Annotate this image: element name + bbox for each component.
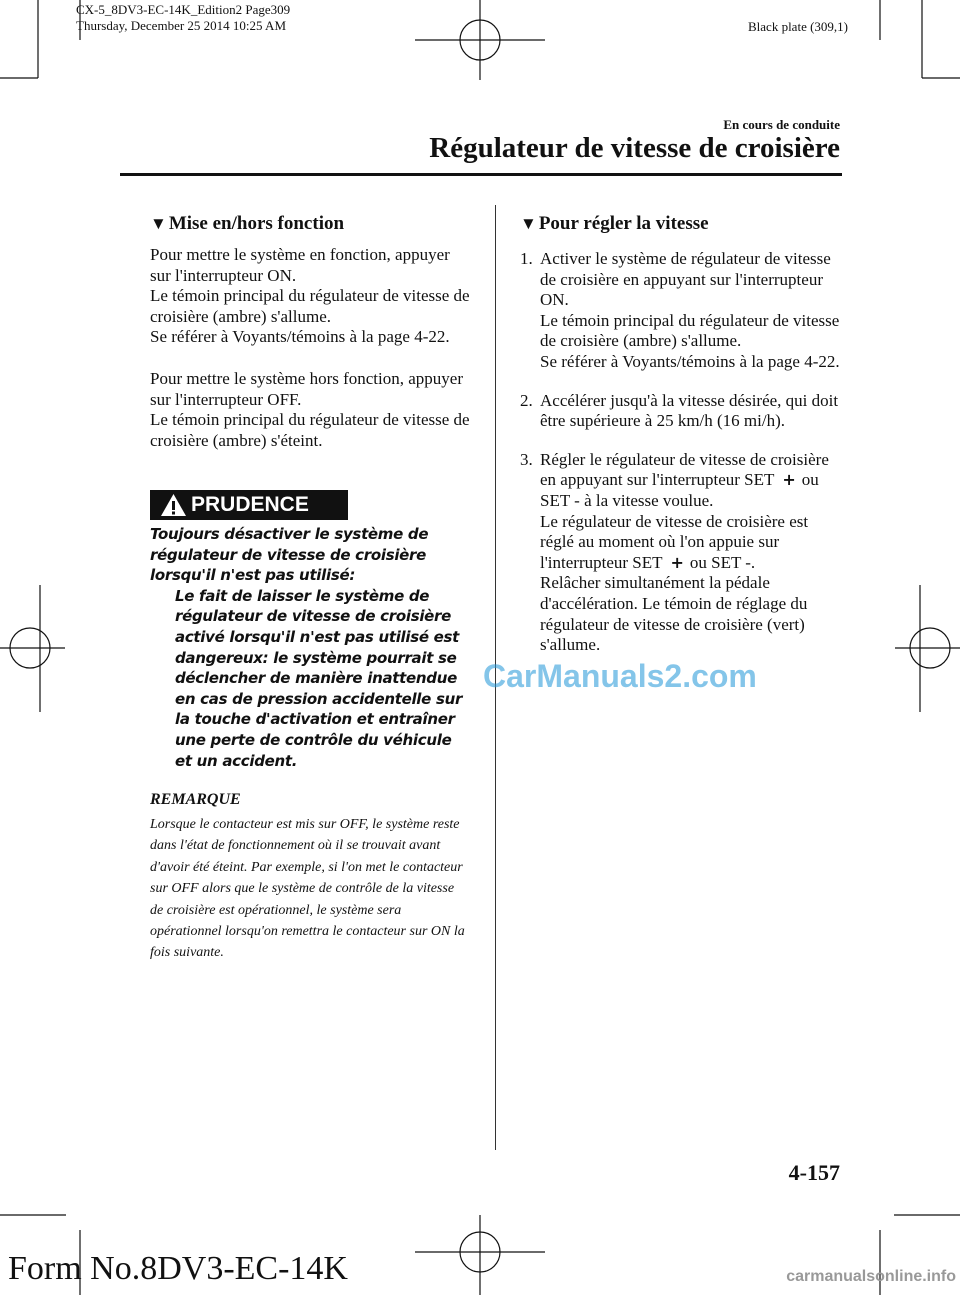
print-header-line1: CX-5_8DV3-EC-14K_Edition2 Page309 xyxy=(76,2,291,17)
triangle-marker-icon: ▼ xyxy=(520,214,537,233)
paragraph: Pour mettre le système en fonction, appuyer sur l'interrupteur ON. xyxy=(150,245,450,285)
step-number: 2. xyxy=(520,390,533,410)
step-text: Activer le système de régulateur de vitesse de croisière en appuyant sur l'interrupteur ON. xyxy=(540,249,831,310)
caution-text xyxy=(150,524,470,771)
paragraph: Se référer à Voyants/témoins à la page 4-22. xyxy=(150,327,450,347)
paragraph: Pour mettre le système hors fonction, appuyer sur l'interrupteur OFF. xyxy=(150,368,464,409)
heading-on-off-text: Mise en/hors fonction xyxy=(168,213,345,234)
page-number: 4-157 xyxy=(788,1160,840,1185)
step-text: Accélérer jusqu'à la vitesse désirée, qui doit être supérieure à 25 km/h (16 mi/h). xyxy=(540,390,839,431)
heading-set-speed-text: Pour régler la vitesse xyxy=(538,213,709,234)
caution-lead: Toujours désactiver le système de régulateur de vitesse de croisière lorsqu'il n'est pas utilisé: xyxy=(150,525,429,585)
form-number: Form No.8DV3-EC-14K xyxy=(8,1250,348,1287)
warning-icon xyxy=(160,493,187,517)
note-heading: REMARQUE xyxy=(150,791,241,808)
list-item xyxy=(520,391,845,432)
heading-set-speed xyxy=(520,213,845,235)
steps-list xyxy=(520,249,845,656)
step-text: Le témoin principal du régulateur de vitesse de croisière (ambre) s'allume. xyxy=(540,310,840,351)
step-number: 1. xyxy=(520,249,533,268)
caution-label: PRUDENCE xyxy=(191,493,309,516)
site-watermark: carmanualsonline.info xyxy=(786,1268,956,1285)
step-text-d: ou SET -. xyxy=(689,552,756,572)
title-rule xyxy=(120,173,842,176)
watermark: CarManuals2.com xyxy=(483,658,757,694)
caution-body: Le fait de laisser le système de régulateur de vitesse de croisière activé lorsqu'il n'est pas utilisé est dangereux: le système pourrait se déclencher de manière inattendue en cas de pression accidentelle sur la touche d'activation et entraîner une perte de contrôle du véhicule et un accident. xyxy=(175,586,463,770)
caution-banner xyxy=(150,490,348,520)
step-text-b: ou SET - à la vitesse voulue. xyxy=(540,470,819,510)
list-item xyxy=(520,249,845,373)
plate-label: Black plate (309,1) xyxy=(748,19,848,34)
page-title: Régulateur de vitesse de croisière xyxy=(429,132,840,164)
plus-icon: + xyxy=(670,552,684,572)
left-column xyxy=(150,213,470,451)
right-column xyxy=(520,213,845,674)
section-label: En cours de conduite xyxy=(723,117,840,132)
step-text-a: Régler le régulateur de vitesse de croisière en appuyant sur l'interrupteur SET xyxy=(540,449,829,490)
step-text: Relâcher simultanément la pédale d'accélération. Le témoin de réglage du régulateur de vitesse de croisière (vert) s'allume. xyxy=(540,573,808,655)
plus-icon: + xyxy=(782,470,796,490)
step-number: 3. xyxy=(520,449,533,469)
step-text: Se référer à Voyants/témoins à la page 4-22. xyxy=(540,351,840,371)
paragraph: Le témoin principal du régulateur de vitesse de croisière (ambre) s'allume. xyxy=(150,286,470,326)
triangle-marker-icon: ▼ xyxy=(150,214,167,233)
paragraph: Le témoin principal du régulateur de vitesse de croisière (ambre) s'éteint. xyxy=(150,410,470,450)
note-text: Lorsque le contacteur est mis sur OFF, le système reste dans l'état de fonctionnement où il se trouvait avant d'avoir été éteint. Par exemple, si l'on met le contacteur sur OFF alors que le système de contrôle de la vitesse de croisière est opérationnel, le système sera opérationnel lorsqu'on remettra le contacteur sur ON la fois suivante. xyxy=(150,817,465,961)
print-header-line2: Thursday, December 25 2014 10:25 AM xyxy=(76,18,287,33)
heading-on-off xyxy=(150,213,470,235)
step-text xyxy=(540,512,845,574)
list-item xyxy=(520,450,845,656)
step-text-c: Le régulateur de vitesse de croisière est réglé au moment où l'on appuie sur l'interrupteur SET xyxy=(540,511,809,572)
step-text xyxy=(540,450,845,512)
